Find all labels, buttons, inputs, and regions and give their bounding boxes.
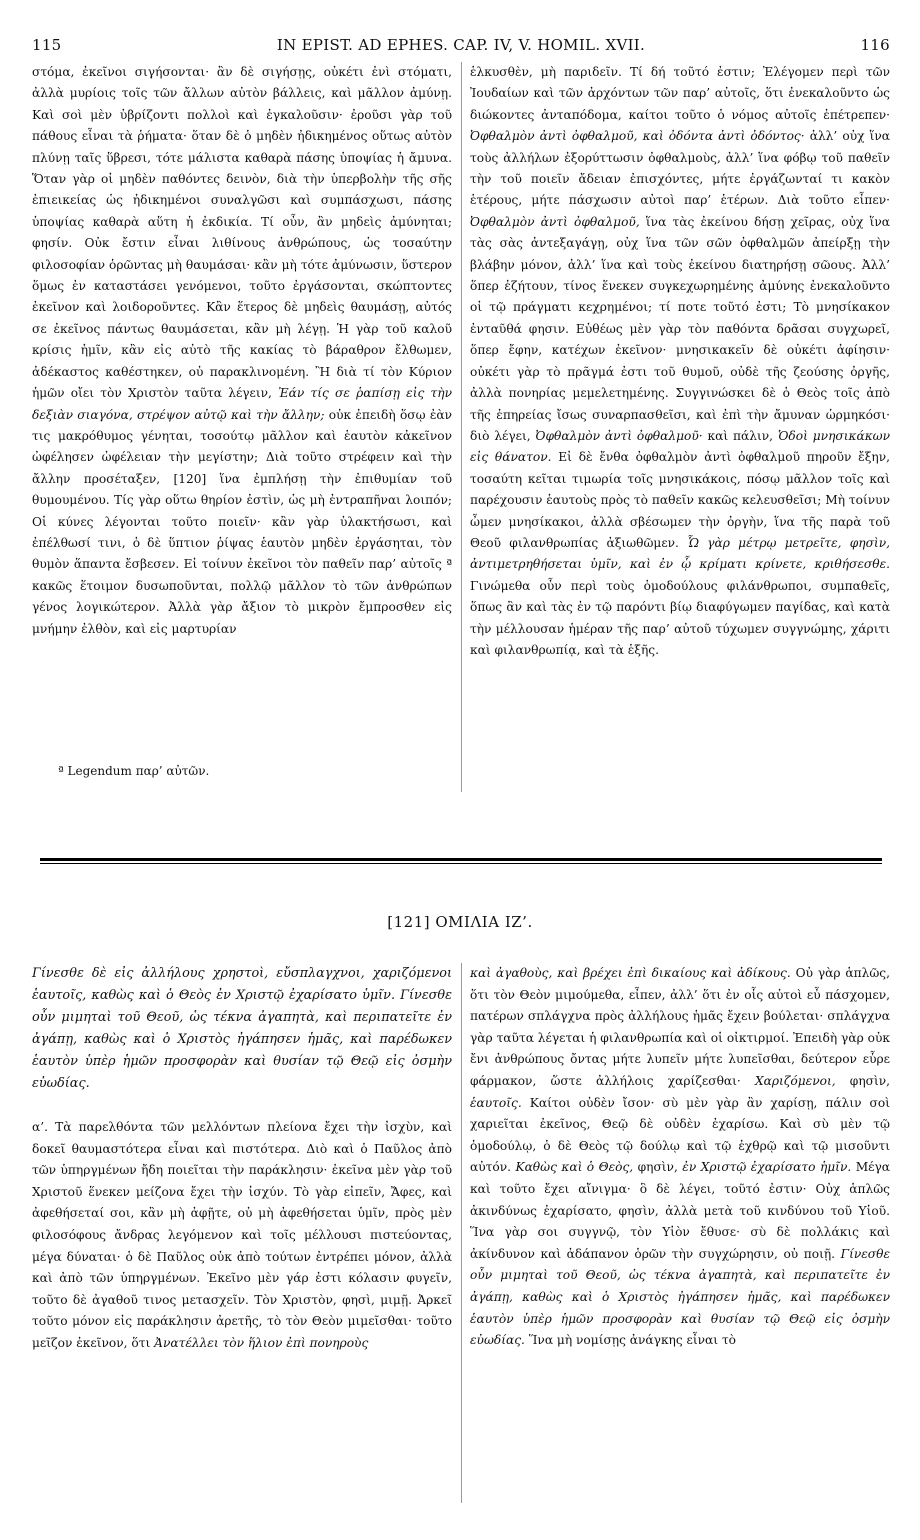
lower-text-columns <box>32 963 890 1523</box>
scripture-quote: Ὁδοὶ μνησικάκων εἰς θάνατον. <box>470 428 891 465</box>
lower-right-text: Οὐ γὰρ ἁπλῶς, ὅτι τὸν Θεὸν μιμούμεθα, εἶπεν, ἀλλ’ ὅτι ἐν οἷς αὐτοὶ εὖ πάσχομεν, πατέρων σπλάγχνα πρὸς ἀλλήλους ἡμᾶς ἔχειν βούλεται· σπλάγχνα γὰρ ταῦτα λέγεται ἡ φιλανθρωπία καὶ οἱ οἰκτιρμοί. Ἐπειδὴ γὰρ οὐκ ἔνι ἀνθρώπους ὄντας μήτε λυπεῖν μήτε λυπεῖσθαι, δεύτερον εὗρε φάρμακον, ὥστε ἀλλήλοις χαρίζεσθαι· <box>470 966 891 1088</box>
scripture-quote: Καθὼς καὶ ὁ Θεὸς, <box>515 1160 634 1175</box>
lower-right-text: φησὶν, <box>637 1160 678 1175</box>
lower-right-column <box>470 963 890 1352</box>
upper-right-column <box>470 62 890 661</box>
page-number-left: 115 <box>32 36 62 54</box>
upper-left-text-continued: οὐκ ἐπειδὴ ὅσῳ ἐὰν τις μακρόθυμος γένηται, τοσούτῳ μᾶλλον καὶ ἑαυτὸν κἀκεῖνον ὠφέλησεν ὠφέλειαν τὴν μεγίστην; Διὰ τοῦτο στρέφειν καὶ τὴν ἄλλην προσέταξεν, [120] ἵνα ἐμπλήσῃ τὴν ἐπιθυμίαν τοῦ θυμουμένου. Τίς γὰρ οὕτω θηρίον ἐστὶν, ὡς μὴ ἐντραπῆναι λοιπόν; Οἱ κύνες λέγονται τοῦτο ποιεῖν· κἂν γὰρ ὑλακτήσωσι, καὶ ἐπέλθωσί τινι, ὁ δὲ ὕπτιον ῥίψας ἑαυτὸν μηδὲν ἐργάσηται, τὸν θυμὸν ἅπαντα ἔσβεσεν. Εἰ τοίνυν ἐκεῖνοι τὸν παθεῖν παρ’ αὐτοῖς ª κακῶς ἕτοιμον δυσωποῦνται, πολλῷ μᾶλλον τὸ τῶν ἀνθρώπων γένος λογικώτερον. Ἀλλὰ γὰρ ἄξιον τὸ μικρὸν ἔμπροσθεν εἰς μνήμην ἐλθὸν, καὶ εἰς μαρτυρίαν <box>32 407 452 636</box>
section-rule-thin <box>40 863 882 864</box>
scripture-quote: Ἐάν τίς σε ῥαπίσῃ εἰς τὴν δεξιὰν σιαγόνα, στρέψον αὐτῷ καὶ τὴν ἄλλην; <box>32 386 453 422</box>
section-rule <box>40 858 882 861</box>
upper-right-text: ἑλκυσθὲν, μὴ παριδεῖν. Τί δή τοῦτό ἐστιν; Ἐλέγομεν περὶ τῶν Ἰουδαίων καὶ τῶν ἀρχόντων τῶν παρ’ αὐτοῖς, ὅτι ἐνεκαλοῦντο ὡς διώκοντες ἀνταπόδομα, καίτοι τοῦτο ὁ νόμος αὐτοῖς ἐπέτρεπεν· <box>470 65 890 122</box>
scripture-quote: Γίνεσθε οὖν μιμηταὶ τοῦ Θεοῦ, ὡς τέκνα ἀγαπητὰ, καὶ περιπατεῖτε ἐν ἀγάπῃ, καθὼς καὶ ὁ Χριστὸς ἠγάπησεν ἡμᾶς, καὶ παρέδωκεν ἑαυτὸν ὑπὲρ ἡμῶν προσφορὰν καὶ θυσίαν τῷ Θεῷ εἰς ὀσμὴν εὐωδίας. <box>470 1246 890 1348</box>
lower-right-text: Ἵνα μὴ νομίσῃς ἀνάγκης εἶναι τὸ <box>528 1333 737 1348</box>
column-divider <box>461 963 462 1503</box>
upper-right-text: Εἰ δὲ ἔνθα ὀφθαλμὸν ἀντὶ ὀφθαλμοῦ πηροῦν ἔξην, τοσαύτη κεῖται τιμωρία τοῖς μνησικάκοις, πόσῳ μᾶλλον τοῖς καὶ παρέχουσιν ἑαυτοὺς πρὸς τὸ παθεῖν κακῶς κελευσθεῖσι; Μὴ τοίνυν ὦμεν μνησίκακοι, ἀλλὰ σβέσωμεν τὴν ὀργὴν, ἵνα τῆς παρὰ τοῦ Θεοῦ φιλανθρωπίας ἀξιωθῶμεν. <box>470 450 891 550</box>
lower-left-text: α’. Τὰ παρελθόντα τῶν μελλόντων πλείονα ἔχει τὴν ἰσχὺν, καὶ δοκεῖ θαυμαστότερα εἶναι καὶ πιστότερα. Διὸ καὶ ὁ Παῦλος ἀπὸ τῶν ὑπηργμένων ἤδη ποιεῖται τὴν παράκλησιν· ἐκεῖνα μὲν γὰρ τοῦ Χριστοῦ ἕνεκεν μείζονα ἔχει τὴν ἰσχύν. Τὸ γὰρ εἰπεῖν, Ἄφες, καὶ ἀφεθήσεταί σοι, κἂν μὴ ἀφῇτε, οὐ μὴ ἀφεθήσεται ὑμῖν, πρὸς μὲν φιλοσόφους ἄνδρας λεγόμενον καὶ τοῖς μέλλουσι πιστεύοντας, μέγα δύναται· ὁ δὲ Παῦλος οὐκ ἀπὸ τούτων ἐντρέπει μόνον, ἀλλὰ καὶ ἀπὸ τῶν ὑπηργμένων. Ἐκεῖνο μὲν γάρ ἐστι κόλασιν φυγεῖν, τοῦτο δὲ ἀγαθοῦ τινος μετασχεῖν. Τὸν Χριστὸν, φησὶ, μιμῇ. Ἀρκεῖ τοῦτο μόνον εἰς παράκλησιν ἀρετῆς, τὸ τὸν Θεὸν μιμεῖσθαι· τοῦτο μεῖζον ἐκεῖνον, ὅτι <box>32 1120 452 1350</box>
column-divider <box>461 62 462 792</box>
upper-left-paragraph <box>32 62 452 640</box>
scripture-quote: Ὀφθαλμὸν ἀντὶ ὀφθαλμοῦ, καὶ ὀδόντα ἀντὶ ὀδόντος· <box>470 129 805 144</box>
scripture-quote: ἑαυτοῖς. <box>470 1095 522 1110</box>
lower-right-paragraph <box>470 963 890 1352</box>
lower-right-text: φησὶν, <box>849 1073 891 1088</box>
running-title: IN EPIST. AD EPHES. CAP. IV, V. HOMIL. XVII. <box>276 36 646 54</box>
upper-left-column <box>32 62 452 640</box>
footnote: ª Legendum παρ’ αὐτῶν. <box>58 764 210 778</box>
upper-right-paragraph <box>470 62 890 661</box>
upper-left-text: στόμα, ἐκεῖνοι σιγήσονται· ἂν δὲ σιγήσῃς, οὐκέτι ἐνὶ στόματι, ἀλλὰ μυρίοις τοῖς τῶν ἄλλων αὐτὸν βάλλεις, καὶ μᾶλλον ἀμύνῃ. Καὶ σοὶ μὲν ὑβρίζοντι πολλοὶ καὶ ἐγκαλοῦσιν· ἐροῦσι γὰρ τοῦ πάθους εἶναι τὰ ῥήματα· ὅταν δὲ ὁ μηδὲν ἠδικημένος οὕτως αὐτὸν πλύνῃ ταῖς ὕβρεσι, τότε μάλιστα καθαρὰ πάσης ὑποψίας ἡ ἄμυνα. Ὅταν γὰρ οἱ μηδὲν παθόντες δεινὸν, διὰ τὴν ὑπερβολὴν τῆς σῆς ἐπιεικείας ὡς ἠδικημένοι συναλγῶσι καὶ συμπάσχωσι, πάσης ὑποψίας καθαρὰ αὕτη ἡ ἐκδικία. Τί οὖν, ἂν μηδεὶς ἀμύνηται; φησίν. Οὐκ ἔστιν εἶναι λιθίνους ἀνθρώπους, ὡς τοσαύτην φιλοσοφίαν ὁρῶντας μὴ θαυμάσαι· κἂν μὴ τότε ἀμύνωσιν, ὕστερον ὅμως ἐν καταστάσει γενόμενοι, τοῦτο ἐργάσονται, σκώπτοντες ἐκεῖνον καὶ λοιδοροῦντες. Κἂν ἕτερος δὲ μηδεὶς θαυμάσῃ, αὐτός σε ἐκεῖνος πάντως θαυμάσεται, κἂν μὴ λέγῃ. Ἡ γὰρ τοῦ καλοῦ κρίσις ἡμῖν, κἂν εἰς αὐτὸ τῆς κακίας τὸ βάραθρον ἔλθωμεν, ἀδέκαστος καθέστηκεν, οὐ παρακλινομένη. Ἢ διὰ τί τὸν Κύριον ἡμῶν οἴει τὸν Χριστὸν ταῦτα λέγειν, <box>32 65 452 401</box>
lower-right-text: Μέγα καὶ τοῦτο ἔχει αἴνιγμα· ὃ δὲ λέγει, τοῦτό ἐστιν· Οὐχ ἁπλῶς ἀκινδύνως ἐχαρίσατο, φησὶν, ἀλλὰ μετὰ τοῦ κινδύνου τοῦ Υἱοῦ. Ἵνα γὰρ σοι συγγνῷ, τὸν Υἱὸν ἔθυσε· σὺ δὲ πολλάκις καὶ ἀκίνδυνον καὶ ἀδάπανον ὁρῶν τὴν συγχώρησιν, οὐ ποιῇ. <box>470 1160 890 1261</box>
upper-right-text: καὶ πάλιν, <box>707 428 774 443</box>
lower-right-text: Καίτοι οὐδὲν ἴσον· σὺ μὲν γὰρ ἂν χαρίσῃ, πάλιν σοὶ χαριεῖται ἐκεῖνος, Θεῷ δὲ οὐδὲν ἐχαρίσω. Καὶ σὺ μὲν τῷ ὁμοδούλῳ, ὁ δὲ Θεὸς τῷ δούλῳ καὶ τῷ ἐχθρῷ καὶ τῷ μισοῦντι αὐτόν. <box>470 1095 890 1175</box>
scripture-quote: καὶ ἀγαθοὺς, καὶ βρέχει ἐπὶ δικαίους καὶ ἀδίκους. <box>470 966 791 980</box>
lower-left-column <box>32 963 452 1355</box>
upper-text-columns <box>32 62 890 802</box>
scripture-quote: ἐν Χριστῷ ἐχαρίσατο ἡμῖν. <box>682 1160 852 1175</box>
running-head <box>32 36 890 58</box>
lemma-scripture: Γίνεσθε δὲ εἰς ἀλλήλους χρηστοὶ, εὔσπλαγχνοι, χαριζόμενοι ἑαυτοῖς, καθὼς καὶ ὁ Θεὸς ἐν Χριστῷ ἐχαρίσατο ὑμῖν. Γίνεσθε οὖν μιμηταὶ τοῦ Θεοῦ, ὡς τέκνα ἀγαπητὰ, καὶ περιπατεῖτε ἐν ἀγάπῃ, καθὼς καὶ ὁ Χριστὸς ἠγάπησεν ἡμᾶς, καὶ παρέδωκεν ἑαυτὸν ὑπὲρ ἡμῶν προσφορὰν καὶ θυσίαν τῷ Θεῷ εἰς ὀσμὴν εὐωδίας. <box>32 966 452 1091</box>
lower-left-paragraph <box>32 1117 452 1355</box>
scripture-quote: Ὀφθαλμὸν ἀντὶ ὀφθαλμοῦ· <box>535 428 703 443</box>
page-number-right: 116 <box>860 36 890 54</box>
scripture-quote: Χαριζόμενοι, <box>754 1073 836 1088</box>
homily-title: [121] ΟΜΙΛΙΑ ΙΖ’. <box>387 913 533 931</box>
upper-right-text: Γινώμεθα οὖν περὶ τοὺς ὁμοδούλους φιλάνθρωποι, συμπαθεῖς, ὅπως ἂν καὶ τὰς ἐν τῷ παρόντι βίῳ διαφύγωμεν παγίδας, καὶ κατὰ τὴν μέλλουσαν ἡμέραν τῆς παρ’ αὐτοῦ τύχωμεν συγγνώμης, χάριτι καὶ φιλανθρωπίᾳ, καὶ τὰ ἑξῆς. <box>470 578 890 657</box>
upper-right-text: ἵνα τὰς ἐκείνου δήσῃ χεῖρας, οὐχ ἵνα τὰς σὰς ἀντεξαγάγῃ, οὐχ ἵνα τῶν σῶν ὀφθαλμῶν ἀπείρξῃ τὴν βλάβην μόνον, ἀλλ’ ἵνα καὶ τοὺς ἐκείνου διατηρήσῃ σῶους. Ἀλλ’ ὅπερ ἐζήτουν, τίνος ἕνεκεν συγκεχωρημένης ἀμύνης ἐνεκαλοῦντο οἱ τῷ πράγματι κεχρημένοι; τί ποτε τοῦτό ἐστι; Τὸ μνησίκακον ἐνταῦθά φησιν. Εὐθέως μὲν γὰρ τὸν παθόντα δρᾶσαι συγχωρεῖ, ὅπερ ἔφην, κατέχων ἐκεῖνον· μνησικακεῖν δὲ οὐκέτι ἀφίησιν· οὐκέτι γὰρ τὸ πρᾶγμά ἐστι τοῦ θυμοῦ, οὐδὲ τῆς ζεούσης ὀργῆς, ἀλλὰ πονηρίας μεμελετημένης. Συγγινώσκει δὲ ὁ Θεὸς τοῖς ἀπὸ τῆς ἐπηρείας ἴσως συναρπασθεῖσι, καὶ ἐπὶ τὴν ἄμυναν ὡρμηκόσι· διὸ λέγει, <box>470 214 890 443</box>
scripture-quote: Ὧ γὰρ μέτρῳ μετρεῖτε, φησὶν, ἀντιμετρηθήσεται ὑμῖν, καὶ ἐν ᾧ κρίματι κρίνετε, κριθήσεσθε. <box>470 535 890 572</box>
scripture-quote: Ἀνατέλλει τὸν ἥλιον ἐπὶ πονηροὺς <box>154 1335 369 1350</box>
upper-right-text: ἀλλ’ οὐχ ἵνα τοὺς ἀλλήλων ἐξορύττωσιν ὀφθαλμοὺς, ἀλλ’ ἵνα φόβῳ τοῦ παθεῖν τὴν τοῦ ποιεῖν ἄδειαν ἐπισχόντες, μήτε ἐργάζωνταί τι κακὸν ἑτέρους, μήτε πάσχωσιν αὐτοὶ παρ’ ἑτέρων. Διὰ τοῦτο εἶπεν· <box>470 129 890 208</box>
scripture-quote: Ὀφθαλμὸν ἀντὶ ὀφθαλμοῦ, <box>470 214 640 229</box>
